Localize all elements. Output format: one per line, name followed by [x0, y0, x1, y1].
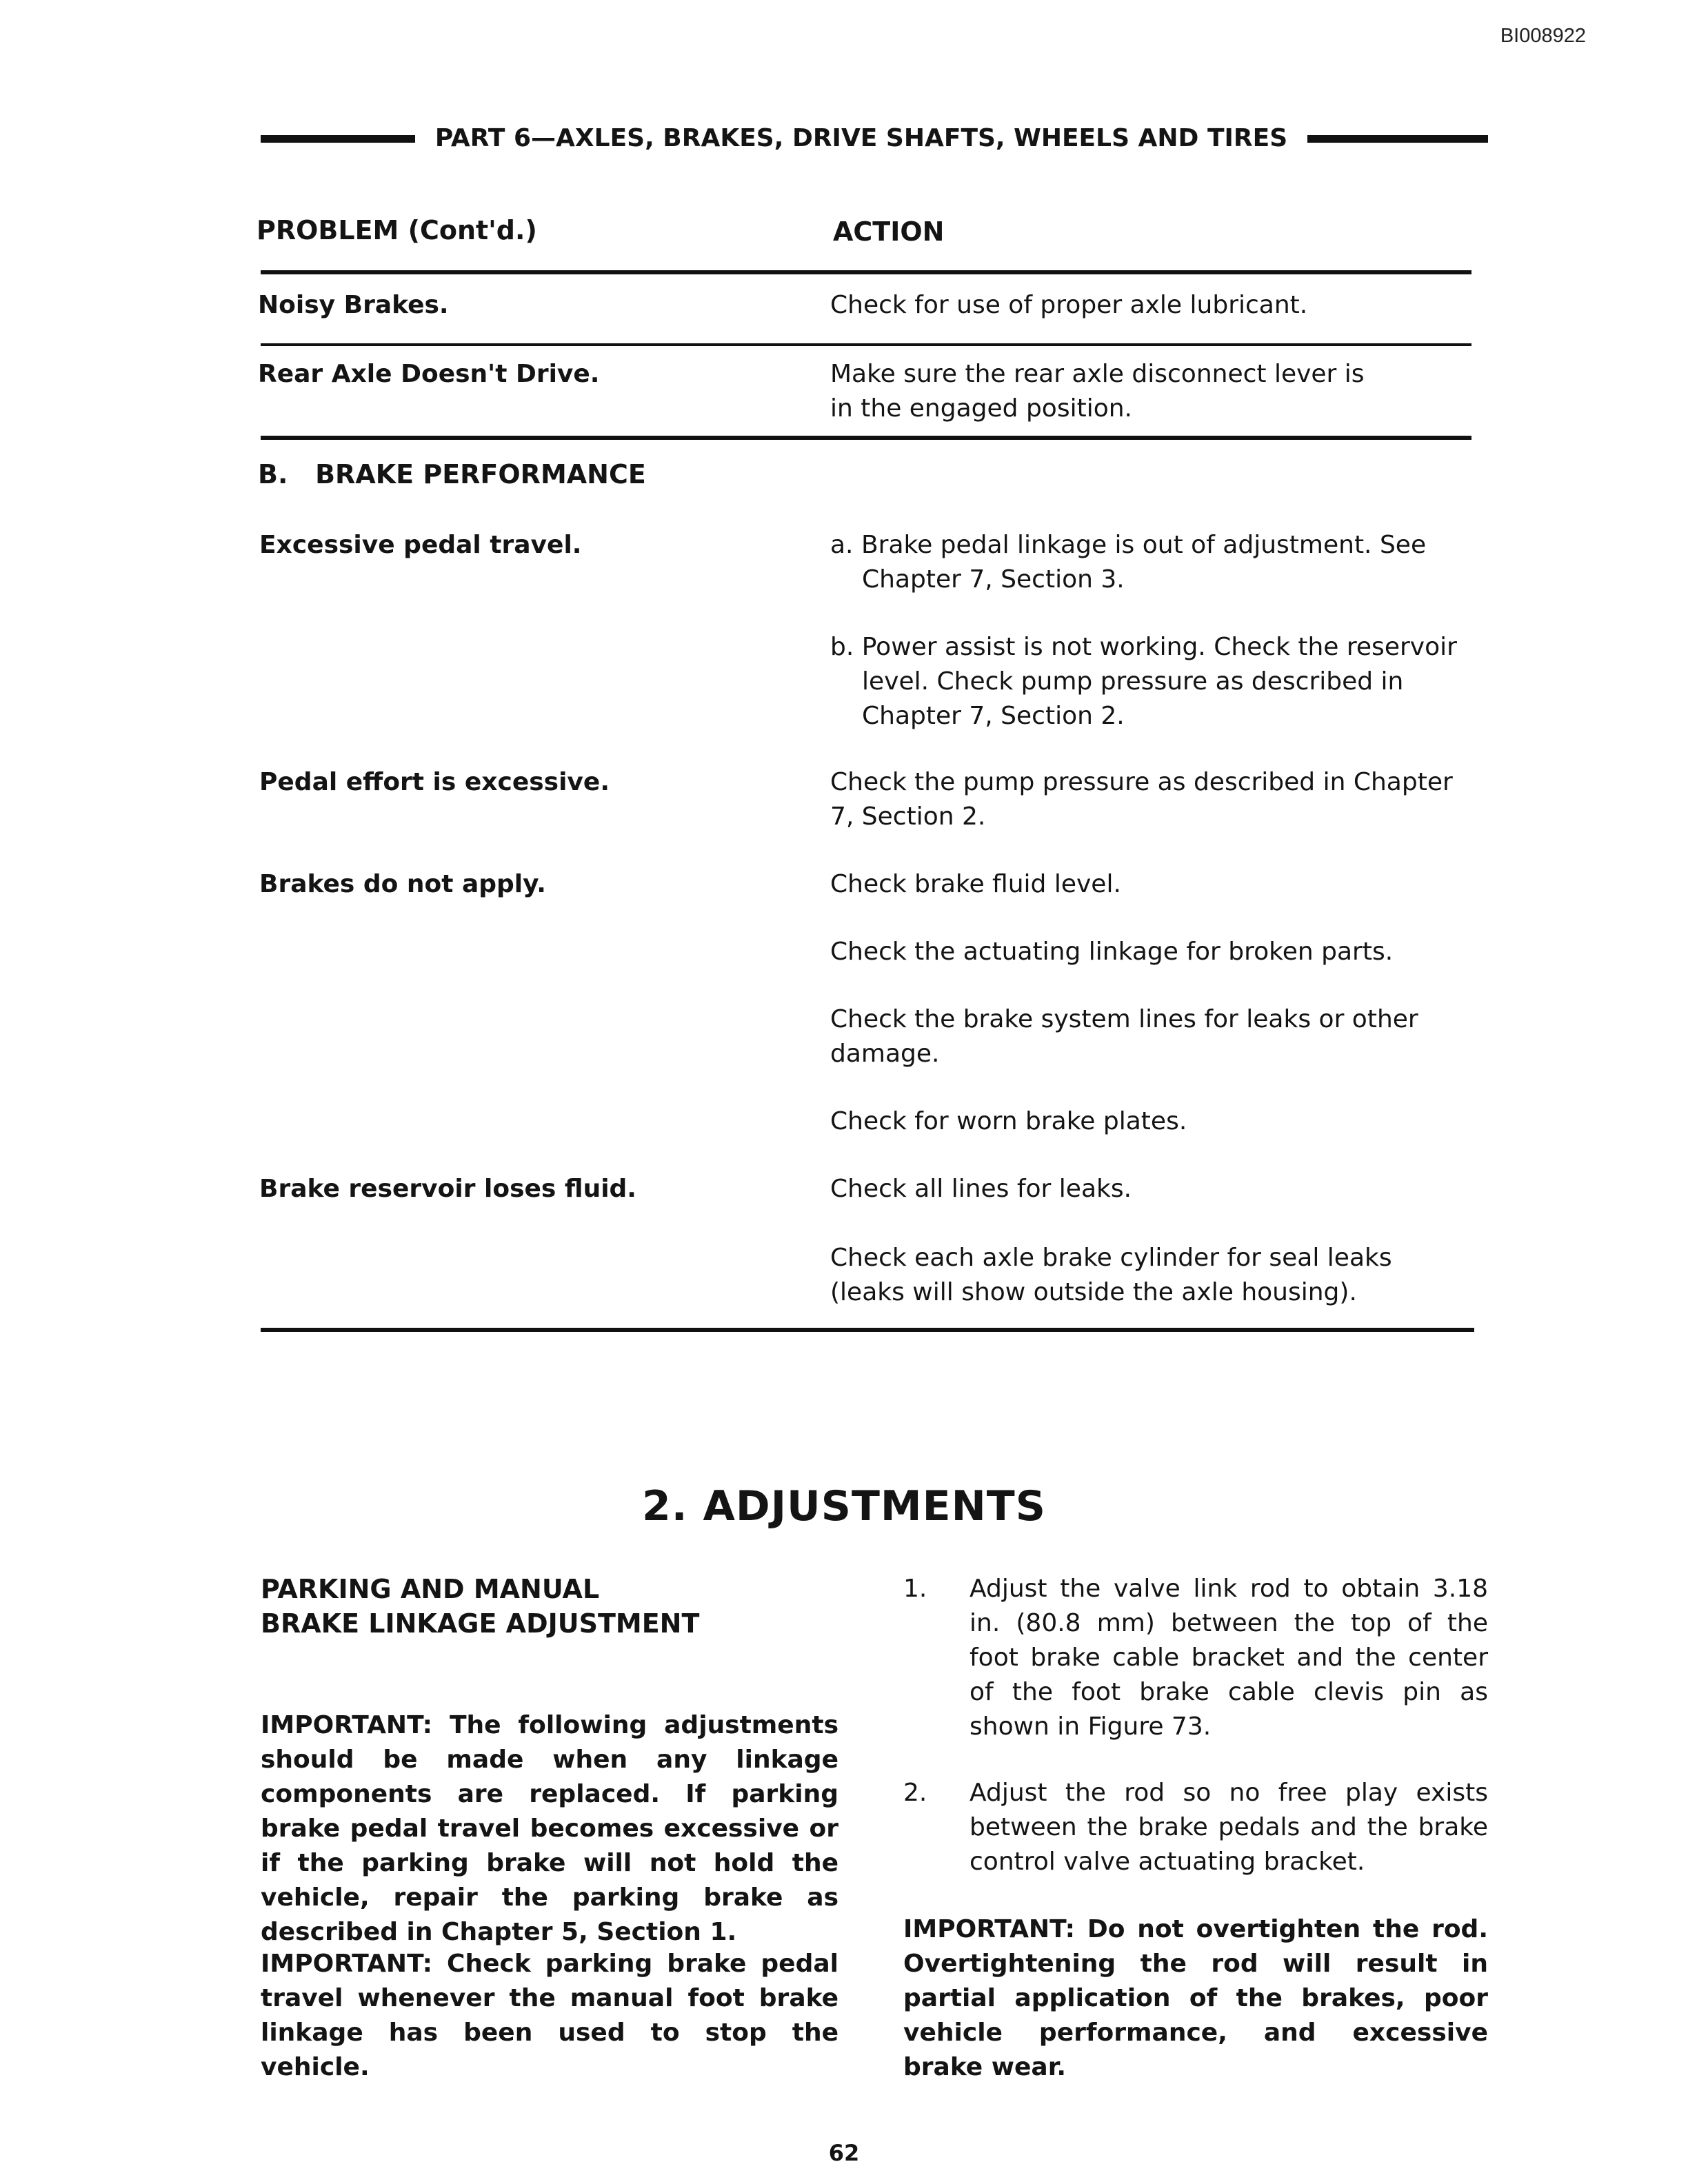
- action-rear-axle: Make sure the rear axle disconnect lever is in the engaged position.: [830, 360, 1365, 423]
- problem-pedal-effort: Pedal effort is excessive.: [259, 768, 610, 796]
- action-noisy-brakes: Check for use of proper axle lubricant.: [830, 291, 1308, 319]
- important-note-pedal-travel: IMPORTANT: Check parking brake pedal travel whenever the manual foot brake linkage has been used to stop the vehicle.: [261, 1950, 838, 2081]
- page-number: 62: [828, 2140, 860, 2166]
- adjustment-step-1: [903, 1572, 1488, 1744]
- table-bottom-rule: [261, 1328, 1474, 1332]
- problem-rear-axle: Rear Axle Doesn't Drive.: [258, 360, 600, 388]
- problem-reservoir-loses-fluid: Brake reservoir loses fluid.: [259, 1175, 636, 1203]
- part-banner: [261, 121, 1488, 156]
- problem-brakes-do-not-apply: Brakes do not apply.: [259, 870, 546, 898]
- step-text: Adjust the valve link rod to obtain 3.18 in. (80.8 mm) between the top of the foot brake cable bracket and the center of the foot brake cable clevis pin as shown in Figure 73.: [969, 1575, 1488, 1741]
- heading-line-2: BRAKE LINKAGE ADJUSTMENT: [261, 1608, 700, 1639]
- step-number: 1.: [903, 1575, 927, 1603]
- action-system-lines: Check the brake system lines for leaks or other damage.: [830, 1005, 1418, 1068]
- row-rule: [261, 343, 1471, 346]
- action-actuating-linkage: Check the actuating linkage for broken parts.: [830, 938, 1394, 966]
- header-rule: [261, 270, 1471, 274]
- action-pump-pressure: Check the pump pressure as described in Chapter 7, Section 2.: [830, 768, 1453, 831]
- section-rule: [261, 436, 1471, 440]
- action-check-lines: Check all lines for leaks.: [830, 1175, 1132, 1203]
- step-number: 2.: [903, 1779, 927, 1807]
- banner-rule-right: [1307, 135, 1488, 143]
- step-text: Adjust the rod so no free play exists between the brake pedals and the brake control valve actuating bracket.: [969, 1779, 1488, 1876]
- linkage-adjustment-heading: [261, 1572, 838, 1641]
- adjustment-step-2: [903, 1776, 1488, 1879]
- banner-rule-left: [261, 135, 415, 143]
- action-worn-plates: Check for worn brake plates.: [830, 1107, 1187, 1135]
- problem-noisy-brakes: Noisy Brakes.: [258, 291, 449, 319]
- action-column-header: ACTION: [833, 216, 945, 247]
- banner-title: PART 6—AXLES, BRAKES, DRIVE SHAFTS, WHEELS AND TIRES: [434, 124, 1288, 152]
- document-id: BI008922: [1500, 25, 1586, 47]
- action-cylinder-seals: Check each axle brake cylinder for seal leaks (leaks will show outside the axle housing).: [830, 1244, 1392, 1306]
- problem-excessive-pedal-travel: Excessive pedal travel.: [259, 531, 582, 559]
- important-note-overtighten: IMPORTANT: Do not overtighten the rod. Overtightening the rod will result in partial application of the brakes, poor vehicle performance, and excessive brake wear.: [903, 1915, 1488, 2081]
- action-linkage-adjustment: a. Brake pedal linkage is out of adjustment. See Chapter 7, Section 3.: [830, 531, 1427, 594]
- heading-line-1: PARKING AND MANUAL: [261, 1574, 600, 1604]
- adjustments-title: 2. ADJUSTMENTS: [642, 1482, 1046, 1530]
- problem-column-header: PROBLEM (Cont'd.): [257, 215, 537, 245]
- important-note-linkage: IMPORTANT: The following adjustments should be made when any linkage components are replaced. If parking brake pedal travel becomes excessive or if the parking brake will not hold the vehicle, repair the parking brake as described in Chapter 5, Section 1.: [261, 1711, 838, 1946]
- action-fluid-level: Check brake fluid level.: [830, 870, 1121, 898]
- section-b-heading: B. BRAKE PERFORMANCE: [258, 459, 646, 489]
- action-power-assist: b. Power assist is not working. Check the reservoir level. Check pump pressure as described in Chapter 7, Section 2.: [830, 633, 1457, 730]
